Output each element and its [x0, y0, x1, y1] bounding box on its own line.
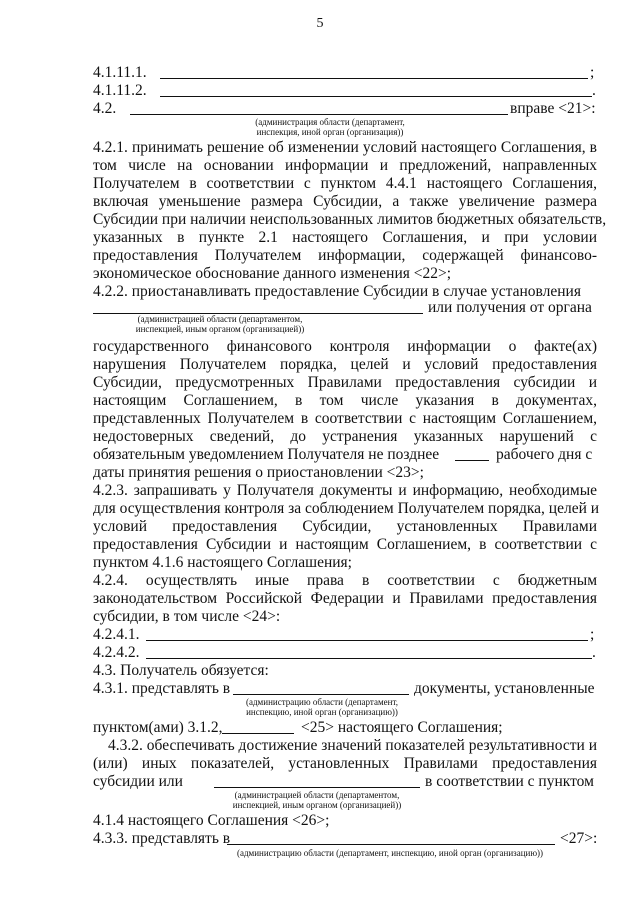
field-caption: (администрацию области (департамент,: [245, 697, 398, 707]
field-caption: (администрация области (департамент,: [255, 117, 405, 127]
paragraph-line: субсидии или: [93, 773, 183, 790]
paragraph-line: Субсидии при наличии неиспользованных лимитов бюджетных обязательств,: [93, 211, 607, 228]
paragraph-line: включая уменьшение размера Субсидии, а также увеличение размера: [93, 193, 597, 210]
paragraph-line: документы, установленные: [414, 680, 595, 697]
paragraph-line: <25> настоящего Соглашения;: [301, 719, 503, 736]
punctuation: ;: [590, 64, 595, 81]
blank-line: [214, 787, 420, 788]
paragraph-line: или получения от органа: [428, 299, 592, 316]
item-number: 4.2.4.2.: [93, 644, 140, 661]
item-number: 4.2.4.1.: [93, 626, 140, 643]
paragraph-line: предоставления Субсидии и настоящим Соглашением, в соответствии с: [93, 536, 597, 553]
page-number: 5: [316, 16, 324, 31]
paragraph-line: экономическое обоснование данного изменения <22>;: [93, 265, 452, 282]
paragraph-line: 4.2.2. приостанавливать предоставление Субсидии в случае установления: [93, 283, 581, 300]
paragraph-line: предоставления Получателем информации, содержащей финансово-: [93, 247, 597, 264]
punctuation: .: [592, 82, 596, 99]
paragraph-line: 4.2.3. запрашивать у Получателя документы и информацию, необходимые: [93, 482, 597, 499]
punctuation: .: [592, 644, 596, 661]
field-caption: (администрацией области (департаментом,: [234, 790, 400, 800]
field-caption: инспекция, иной орган (организация)): [256, 127, 404, 137]
paragraph-line: 4.2.4. осуществлять иные права в соответствии с бюджетным: [93, 572, 597, 589]
item-number: 4.2.: [93, 100, 117, 117]
field-caption: (администрацией области (департаментом,: [137, 314, 303, 324]
paragraph-line: пунктом(ами) 3.1.2,: [93, 719, 223, 736]
field-caption: инспекцию, иной орган (организацию)): [246, 707, 398, 717]
paragraph-line: (или) иных показателей, установленных Правилами предоставления: [93, 755, 597, 772]
paragraph-line: указанных в пункте 2.1 настоящего Соглашения, и при условии: [93, 229, 597, 246]
blank-line: [227, 844, 555, 845]
paragraph-line: 4.1.4 настоящего Соглашения <26>;: [93, 812, 330, 829]
paragraph-line: 4.3.3. представлять в: [93, 830, 231, 847]
blank-line: [233, 694, 409, 695]
field-caption: (администрацию области (департамент, инспекцию, иной орган (организацию)): [236, 848, 544, 858]
paragraph-line: рабочего дня с: [496, 446, 593, 463]
paragraph-line: Получателем в соответствии с пунктом 4.4.1 настоящего Соглашения,: [93, 175, 597, 192]
paragraph-line: 4.3.1. представлять в: [93, 680, 231, 697]
blank-line: [146, 658, 592, 659]
field-caption: инспекцией, иным органом (организацией)): [135, 324, 305, 334]
paragraph-line: 4.2.1. принимать решение об изменении условий настоящего Соглашения, в: [93, 139, 597, 156]
blank-line: [130, 114, 508, 115]
paragraph-line: пунктом 4.1.6 настоящего Соглашения;: [93, 554, 352, 571]
paragraph-line: <27>:: [560, 830, 598, 847]
paragraph-line: Субсидии, предусмотренных Правилами предоставления субсидии и: [93, 374, 597, 391]
item-number: 4.1.11.1.: [93, 64, 147, 81]
blank-line: [455, 460, 489, 461]
paragraph-line: для осуществления контроля за соблюдением Получателем порядка, целей и: [93, 500, 600, 517]
paragraph-line: в соответствии с пунктом: [425, 773, 594, 790]
blank-line: [160, 78, 588, 79]
punctuation: ;: [590, 626, 595, 643]
paragraph-line: государственного финансового контроля информации о факте(ах): [93, 338, 597, 355]
paragraph-line: условий предоставления Субсидии, установленных Правилами: [93, 518, 597, 535]
field-caption: инспекцией, иным органом (организацией)): [232, 800, 402, 810]
paragraph-line: законодательством Российской Федерации и Правилами предоставления: [93, 590, 597, 607]
paragraph-line: 4.3.2. обеспечивать достижение значений показателей результативности и: [108, 737, 597, 754]
paragraph-line: нарушения Получателем порядка, целей и условий предоставления: [93, 356, 597, 373]
item-number: 4.1.11.2.: [93, 82, 147, 99]
blank-line: [160, 96, 592, 97]
paragraph-line: недостоверных сведений, до устранения указанных нарушений с: [93, 428, 597, 445]
blank-line: [146, 640, 588, 641]
paragraph-line: настоящим Соглашением, в том числе указания в документах,: [93, 392, 597, 409]
section-heading: 4.3. Получатель обязуется:: [93, 662, 269, 679]
paragraph-line: том числе на основании информации и предложений, направленных: [93, 157, 597, 174]
paragraph-line: обязательным уведомлением Получателя не позднее: [93, 446, 440, 463]
paragraph-line: представленных Получателем в соответствии с настоящим Соглашением,: [93, 410, 597, 427]
paragraph-line: субсидии, в том числе <24>:: [93, 608, 281, 625]
paragraph-line: даты принятия решения о приостановлении <23>;: [93, 464, 424, 481]
blank-line: [222, 733, 294, 734]
item-tail: вправе <21>:: [510, 100, 596, 117]
